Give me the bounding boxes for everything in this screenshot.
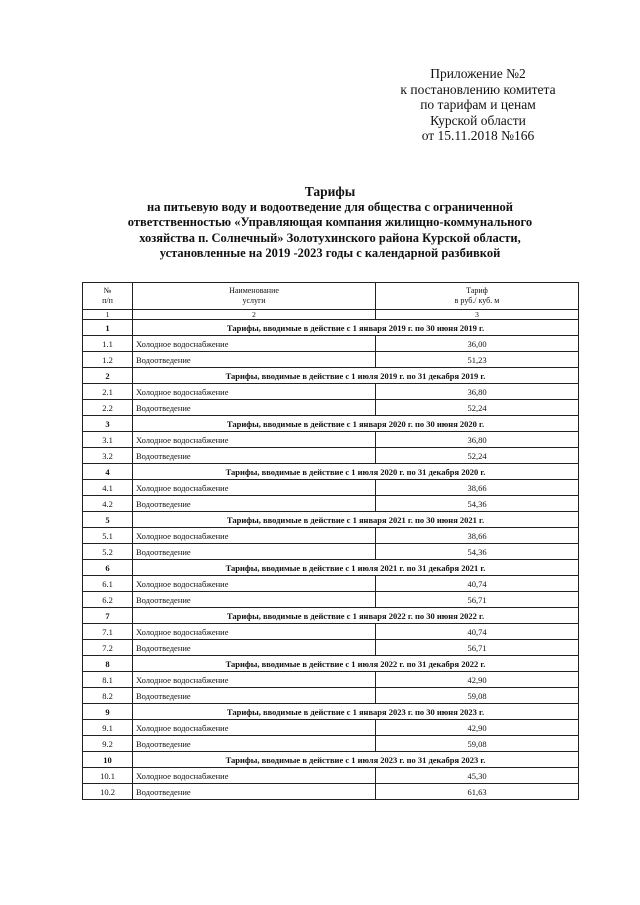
table-row <box>83 352 579 368</box>
column-index-row <box>83 310 579 320</box>
header-tariff: Тариф в руб./ куб. м <box>376 283 579 310</box>
tariff-value: 56,71 <box>376 640 579 656</box>
item-number: 4.1 <box>83 480 133 496</box>
tariff-value: 40,74 <box>376 576 579 592</box>
service-name: Холодное водоснабжение <box>133 624 376 640</box>
period-number: 4 <box>83 464 133 480</box>
table-row <box>83 384 579 400</box>
period-label: Тарифы, вводимые в действие с 1 января 2023 г. по 30 июня 2023 г. <box>133 704 579 720</box>
item-number: 3.2 <box>83 448 133 464</box>
item-number: 8.1 <box>83 672 133 688</box>
period-label: Тарифы, вводимые в действие с 1 января 2019 г. по 30 июня 2019 г. <box>133 320 579 336</box>
period-label: Тарифы, вводимые в действие с 1 января 2022 г. по 30 июня 2022 г. <box>133 608 579 624</box>
period-row <box>83 704 579 720</box>
period-label: Тарифы, вводимые в действие с 1 января 2020 г. по 30 июня 2020 г. <box>133 416 579 432</box>
tariff-value: 38,66 <box>376 528 579 544</box>
title-line: на питьевую воду и водоотведение для общества с ограниченной <box>147 199 513 214</box>
service-name: Холодное водоснабжение <box>133 480 376 496</box>
period-label: Тарифы, вводимые в действие с 1 июля 2019 г. по 31 декабря 2019 г. <box>133 368 579 384</box>
item-number: 6.1 <box>83 576 133 592</box>
period-number: 1 <box>83 320 133 336</box>
tariff-value: 51,23 <box>376 352 579 368</box>
period-label: Тарифы, вводимые в действие с 1 июля 2022 г. по 31 декабря 2022 г. <box>133 656 579 672</box>
document-title <box>80 184 580 262</box>
service-name: Водоотведение <box>133 592 376 608</box>
title-line: установленные на 2019 -2023 годы с календарной разбивкой <box>159 246 501 261</box>
table-row <box>83 432 579 448</box>
item-number: 5.2 <box>83 544 133 560</box>
period-number: 3 <box>83 416 133 432</box>
period-number: 7 <box>83 608 133 624</box>
item-number: 5.1 <box>83 528 133 544</box>
column-index: 1 <box>83 310 133 320</box>
item-number: 2.1 <box>83 384 133 400</box>
service-name: Водоотведение <box>133 688 376 704</box>
service-name: Водоотведение <box>133 736 376 752</box>
period-label: Тарифы, вводимые в действие с 1 июля 2023 г. по 31 декабря 2023 г. <box>133 752 579 768</box>
service-name: Холодное водоснабжение <box>133 384 376 400</box>
tariff-value: 45,30 <box>376 768 579 784</box>
table-row <box>83 640 579 656</box>
tariff-value: 56,71 <box>376 592 579 608</box>
table-row <box>83 400 579 416</box>
service-name: Холодное водоснабжение <box>133 432 376 448</box>
table-row <box>83 720 579 736</box>
item-number: 4.2 <box>83 496 133 512</box>
tariff-value: 42,90 <box>376 672 579 688</box>
service-name: Водоотведение <box>133 352 376 368</box>
service-name: Холодное водоснабжение <box>133 672 376 688</box>
service-name: Холодное водоснабжение <box>133 336 376 352</box>
tariff-value: 40,74 <box>376 624 579 640</box>
title-line: ответственностью «Управляющая компания жилищно-коммунального <box>127 215 533 230</box>
table-row <box>83 672 579 688</box>
appendix-header <box>378 66 578 144</box>
period-number: 10 <box>83 752 133 768</box>
service-name: Холодное водоснабжение <box>133 768 376 784</box>
tariff-value: 36,80 <box>376 384 579 400</box>
period-row <box>83 608 579 624</box>
tariff-value: 52,24 <box>376 400 579 416</box>
table-row <box>83 768 579 784</box>
period-row <box>83 320 579 336</box>
tariff-value: 54,36 <box>376 496 579 512</box>
item-number: 9.1 <box>83 720 133 736</box>
service-name: Водоотведение <box>133 400 376 416</box>
period-row <box>83 368 579 384</box>
title-main: Тарифы <box>304 184 356 199</box>
tariff-value: 36,80 <box>376 432 579 448</box>
table-row <box>83 528 579 544</box>
service-name: Водоотведение <box>133 784 376 800</box>
table-row <box>83 336 579 352</box>
table-row <box>83 736 579 752</box>
service-name: Водоотведение <box>133 544 376 560</box>
table-row <box>83 784 579 800</box>
tariff-value: 61,63 <box>376 784 579 800</box>
period-row <box>83 464 579 480</box>
table-row <box>83 544 579 560</box>
item-number: 10.2 <box>83 784 133 800</box>
tariff-value: 38,66 <box>376 480 579 496</box>
period-number: 9 <box>83 704 133 720</box>
item-number: 7.1 <box>83 624 133 640</box>
period-row <box>83 656 579 672</box>
tariff-value: 42,90 <box>376 720 579 736</box>
tariff-value: 59,08 <box>376 688 579 704</box>
period-row <box>83 560 579 576</box>
header-num: № п/п <box>83 283 133 310</box>
table-row <box>83 448 579 464</box>
tariff-value: 59,08 <box>376 736 579 752</box>
appendix-line: от 15.11.2018 №166 <box>421 128 535 144</box>
period-label: Тарифы, вводимые в действие с 1 января 2021 г. по 30 июня 2021 г. <box>133 512 579 528</box>
item-number: 1.2 <box>83 352 133 368</box>
tariff-table <box>82 282 579 800</box>
tariff-value: 54,36 <box>376 544 579 560</box>
item-number: 2.2 <box>83 400 133 416</box>
item-number: 7.2 <box>83 640 133 656</box>
appendix-line: к постановлению комитета <box>400 81 556 97</box>
tariff-value: 52,24 <box>376 448 579 464</box>
table-row <box>83 624 579 640</box>
item-number: 10.1 <box>83 768 133 784</box>
appendix-line: Приложение №2 <box>430 66 526 81</box>
column-index: 2 <box>133 310 376 320</box>
period-row <box>83 752 579 768</box>
service-name: Водоотведение <box>133 448 376 464</box>
table-row <box>83 576 579 592</box>
service-name: Водоотведение <box>133 496 376 512</box>
item-number: 1.1 <box>83 336 133 352</box>
header-service-name: Наименование услуги <box>133 283 376 310</box>
period-label: Тарифы, вводимые в действие с 1 июля 2021 г. по 31 декабря 2021 г. <box>133 560 579 576</box>
tariff-value: 36,00 <box>376 336 579 352</box>
service-name: Холодное водоснабжение <box>133 528 376 544</box>
service-name: Водоотведение <box>133 640 376 656</box>
title-line: хозяйства п. Солнечный» Золотухинского района Курской области, <box>139 230 521 245</box>
period-number: 6 <box>83 560 133 576</box>
period-row <box>83 512 579 528</box>
appendix-line: Курской области <box>430 112 526 128</box>
service-name: Холодное водоснабжение <box>133 576 376 592</box>
period-row <box>83 416 579 432</box>
period-number: 8 <box>83 656 133 672</box>
period-number: 5 <box>83 512 133 528</box>
appendix-line: по тарифам и ценам <box>420 97 536 113</box>
column-index: 3 <box>376 310 579 320</box>
table-row <box>83 496 579 512</box>
table-row <box>83 688 579 704</box>
item-number: 8.2 <box>83 688 133 704</box>
service-name: Холодное водоснабжение <box>133 720 376 736</box>
table-header-row <box>83 283 579 310</box>
table-row <box>83 592 579 608</box>
item-number: 6.2 <box>83 592 133 608</box>
item-number: 3.1 <box>83 432 133 448</box>
period-label: Тарифы, вводимые в действие с 1 июля 2020 г. по 31 декабря 2020 г. <box>133 464 579 480</box>
table-row <box>83 480 579 496</box>
item-number: 9.2 <box>83 736 133 752</box>
period-number: 2 <box>83 368 133 384</box>
